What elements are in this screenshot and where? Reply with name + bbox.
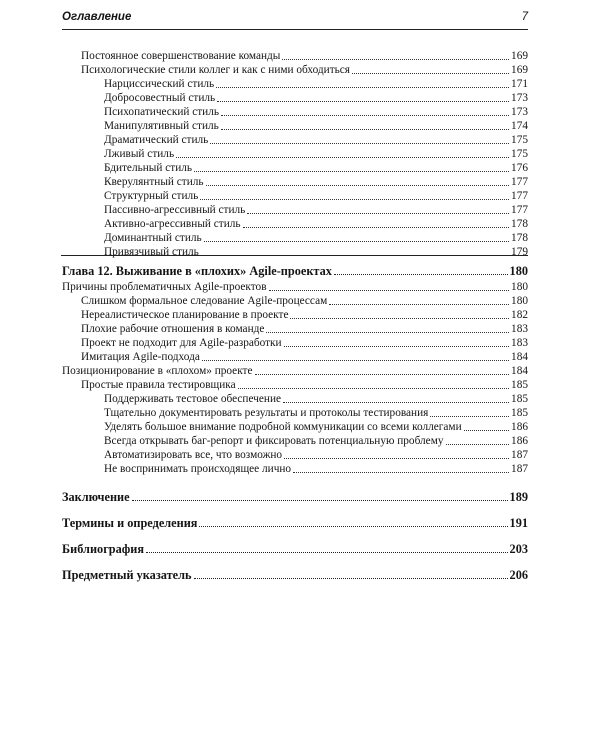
toc-entry-page: 189 [509, 490, 528, 504]
toc-entry-page: 182 [511, 309, 528, 321]
toc-entry-page: 175 [511, 134, 528, 146]
toc-entry-title: Имитация Agile-подхода [81, 351, 200, 363]
chapter-divider [61, 255, 528, 256]
toc-entry-title: Глава 12. Выживание в «плохих» Agile-проектах [62, 264, 332, 278]
toc-entry-title: Кверулянтный стиль [104, 176, 204, 188]
dot-leader [194, 578, 508, 579]
toc-entry-page: 186 [511, 435, 528, 447]
toc-entry-page: 187 [511, 463, 528, 475]
toc-entry-page: 183 [511, 337, 528, 349]
toc-entry[interactable] [104, 433, 528, 448]
toc-entry-title: Лживый стиль [104, 148, 175, 160]
toc-entry-title: Всегда открывать баг-репорт и фиксировать потенциальную проблему [104, 435, 444, 447]
toc-entry[interactable] [62, 279, 528, 294]
toc-entry[interactable] [104, 118, 528, 133]
toc-entry-page: 187 [511, 449, 528, 461]
toc-entry-title: Тщательно документировать результаты и протоколы тестирования [104, 407, 429, 419]
toc-entry[interactable] [104, 447, 528, 462]
toc-chapter-entry[interactable] [62, 489, 528, 504]
toc-entry[interactable] [104, 160, 528, 175]
toc-entry-page: 176 [511, 162, 528, 174]
toc-entry[interactable] [104, 76, 528, 91]
toc-entry-title: Проект не подходит для Agile-разработки [81, 337, 282, 349]
dot-leader [293, 472, 509, 473]
dot-leader [255, 374, 510, 375]
toc-entry-title: Психопатический стиль [104, 106, 220, 118]
toc-chapter-entry[interactable] [62, 515, 528, 530]
dot-leader [247, 213, 509, 214]
page-number: 7 [521, 11, 528, 23]
running-title: Оглавление [62, 11, 132, 23]
dot-leader [217, 101, 509, 102]
toc-entry-title: Не воспринимать происходящее лично [104, 463, 292, 475]
dot-leader [194, 171, 509, 172]
toc-entry[interactable] [104, 405, 528, 420]
toc-entry-page: 184 [511, 351, 528, 363]
toc-entry-page: 169 [511, 64, 528, 76]
dot-leader [334, 274, 508, 275]
toc-entry-title: Автоматизировать все, что возможно [104, 449, 283, 461]
toc-entry-page: 180 [511, 295, 528, 307]
toc-entry-title: Нереалистическое планирование в проекте [81, 309, 289, 321]
toc-chapter-entry[interactable] [62, 567, 528, 582]
toc-entry-page: 203 [509, 542, 528, 556]
toc-entry[interactable] [81, 293, 528, 308]
toc-entry-page: 175 [511, 148, 528, 160]
toc-entry[interactable] [104, 202, 528, 217]
toc-entry-page: 177 [511, 204, 528, 216]
toc-entry[interactable] [81, 335, 528, 350]
toc-entry-title: Бдительный стиль [104, 162, 193, 174]
toc-entry-page: 174 [511, 120, 528, 132]
toc-entry[interactable] [81, 377, 528, 392]
toc-entry-page: 184 [511, 365, 528, 377]
dot-leader [200, 199, 509, 200]
toc-entry-title: Активно-агрессивный стиль [104, 218, 241, 230]
toc-entry-title: Поддерживать тестовое обеспечение [104, 393, 282, 405]
toc-entry[interactable] [104, 216, 528, 231]
toc-entry-title: Заключение [62, 490, 130, 504]
dot-leader [146, 552, 508, 553]
toc-entry-title: Термины и определения [62, 516, 198, 530]
dot-leader [221, 115, 509, 116]
toc-chapter-entry[interactable] [62, 541, 528, 556]
toc-entry[interactable] [104, 419, 528, 434]
dot-leader [221, 129, 509, 130]
dot-leader [282, 59, 509, 60]
toc-entry-page: 185 [511, 407, 528, 419]
toc-entry[interactable] [104, 104, 528, 119]
dot-leader [352, 73, 509, 74]
toc-entry[interactable] [104, 174, 528, 189]
toc-entry-title: Простые правила тестировщика [81, 379, 236, 391]
toc-entry-title: Библиография [62, 542, 145, 556]
toc-entry-title: Причины проблематичных Agile-проектов [62, 281, 267, 293]
toc-entry[interactable] [62, 363, 528, 378]
dot-leader [202, 360, 509, 361]
dot-leader [446, 444, 510, 445]
toc-entry-page: 178 [511, 232, 528, 244]
dot-leader [269, 290, 510, 291]
toc-entry-page: 185 [511, 379, 528, 391]
toc-entry-page: 171 [511, 78, 528, 90]
dot-leader [329, 304, 509, 305]
toc-entry-page: 185 [511, 393, 528, 405]
toc-entry[interactable] [104, 188, 528, 203]
dot-leader [430, 416, 509, 417]
toc-entry-title: Психологические стили коллег и как с ними обходиться [81, 64, 350, 76]
toc-entry-page: 173 [511, 106, 528, 118]
toc-entry[interactable] [81, 62, 528, 77]
dot-leader [266, 332, 509, 333]
toc-entry[interactable] [104, 90, 528, 105]
toc-entry-title: Уделять большое внимание подробной коммуникации со всеми коллегами [104, 421, 462, 433]
dot-leader [284, 346, 509, 347]
toc-entry-page: 186 [511, 421, 528, 433]
toc-entry[interactable] [104, 132, 528, 147]
toc-entry[interactable] [104, 146, 528, 161]
toc-entry-title: Предметный указатель [62, 568, 192, 582]
dot-leader [283, 402, 509, 403]
dot-leader [464, 430, 509, 431]
toc-entry[interactable] [81, 321, 528, 336]
dot-leader [238, 388, 509, 389]
toc-entry[interactable] [81, 307, 528, 322]
toc-entry-page: 179 [511, 246, 528, 258]
toc-entry-page: 177 [511, 176, 528, 188]
toc-entry-title: Слишком формальное следование Agile-процессам [81, 295, 328, 307]
toc-entry[interactable] [104, 230, 528, 245]
dot-leader [216, 87, 509, 88]
toc-entry-page: 178 [511, 218, 528, 230]
toc-entry-title: Манипулятивный стиль [104, 120, 219, 132]
dot-leader [206, 185, 509, 186]
dot-leader [243, 227, 509, 228]
toc-entry[interactable] [104, 391, 528, 406]
dot-leader [290, 318, 509, 319]
toc-entry-page: 173 [511, 92, 528, 104]
toc-entry[interactable] [104, 461, 528, 476]
toc-entry-title: Пассивно-агрессивный стиль [104, 204, 246, 216]
toc-entry[interactable] [81, 349, 528, 364]
dot-leader [176, 157, 509, 158]
toc-entry-title: Нарциссический стиль [104, 78, 215, 90]
toc-entry-title: Структурный стиль [104, 190, 199, 202]
toc-entry-page: 191 [509, 516, 528, 530]
dot-leader [132, 500, 508, 501]
toc-entry-title: Доминантный стиль [104, 232, 202, 244]
toc-entry-title: Плохие рабочие отношения в команде [81, 323, 265, 335]
page-header [62, 9, 528, 30]
toc-entry-title: Драматический стиль [104, 134, 209, 146]
toc-entry-title: Добросовестный стиль [104, 92, 216, 104]
toc-entry-page: 206 [509, 568, 528, 582]
toc-entry-title: Привязчивый стиль [104, 246, 199, 258]
dot-leader [204, 241, 509, 242]
toc-entry-title: Позиционирование в «плохом» проекте [62, 365, 253, 377]
toc-entry-page: 177 [511, 190, 528, 202]
toc-entry[interactable] [104, 244, 528, 259]
toc-chapter-entry[interactable] [62, 263, 528, 278]
dot-leader [284, 458, 509, 459]
toc-entry[interactable] [81, 48, 528, 63]
toc-entry-title: Постоянное совершенствование команды [81, 50, 281, 62]
toc-entry-page: 169 [511, 50, 528, 62]
dot-leader [199, 526, 507, 527]
toc-entry-page: 183 [511, 323, 528, 335]
toc-entry-page: 180 [509, 264, 528, 278]
toc-entry-page: 180 [511, 281, 528, 293]
dot-leader [210, 143, 509, 144]
